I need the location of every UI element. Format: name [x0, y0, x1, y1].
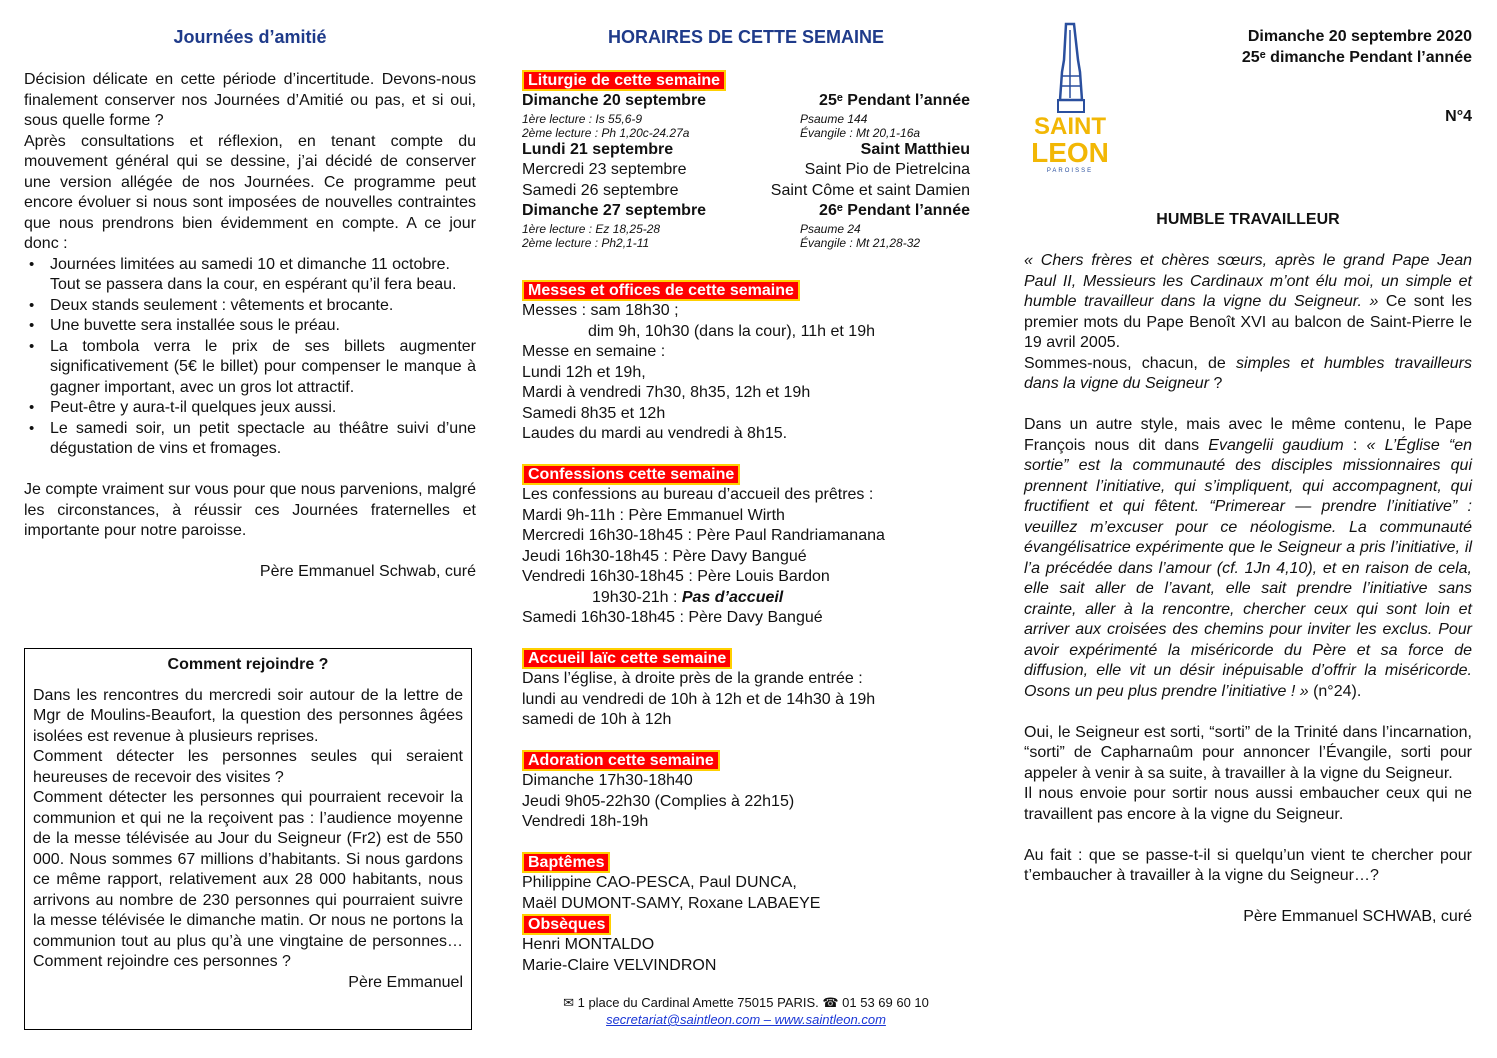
spire-shape — [1060, 24, 1082, 100]
article-quote: « L’Église “en sortie” est la communauté des disciples missionnaires qui prennent l’initiative, qui s’impliquent, qui accompagnent, qui fructifient et qui fêtent. “Primerear — prendre l’initiative” : veuillez m’excuser pour ce néologisme. La communauté évangélisatrice expérimente que le Seigneur a pris l’initiative, il l’a précédée dans l’amour (cf. 1Jn 4,10), et en raison de cela, elle sait aller de l’avant, elle sait prendre l’initiative sans crainte, aller à la rencontre, chercher ceux qui sont loin et arriver aux croisées des chemins pour inviter les exclus. Pour avoir expérimenté la miséricorde du Père et sa force de diffusion, elle vit un désir inépuisable d’offrir la miséricorde. Osons un peu plus prendre l’initiative ! » — [1024, 436, 1473, 700]
article-text: Dans un autre style, mais avec le même contenu, le Pape François nous dit dans — [1024, 416, 1472, 454]
list-item: • La tombola verra le prix de ses billets augmenter significativement (5€ le billet) pour compenser le manque à gagner important, avec un gros lot attractif. — [24, 337, 476, 399]
contact-footer — [522, 994, 970, 1028]
journees-signature: Père Emmanuel Schwab, curé — [259, 563, 476, 580]
confessions-line: Samedi 16h30-18h45 : Père Davy Bangué — [522, 609, 823, 626]
obseques-line: Marie-Claire VELVINDRON — [522, 956, 717, 974]
liturgie-reading-row — [522, 236, 970, 250]
list-item-extra: Tout se passera dans la cour, en espérant qu’il fera beau. — [50, 276, 457, 293]
adoration-line: Vendredi 18h-19h — [522, 813, 649, 830]
accueil-line: samedi de 10h à 12h — [522, 711, 672, 728]
obseques-heading: Obsèques — [522, 914, 611, 935]
article-p6: Au fait : que se passe-t-il si quelqu’un vient te chercher pour t’embaucher à travailler à la vigne du Seigneur…? — [1024, 846, 1472, 884]
liturgie-section — [522, 70, 970, 250]
liturgie-heading: Liturgie de cette semaine — [522, 70, 726, 91]
article-ref: (n°24). — [1313, 682, 1362, 700]
liturgie-day: Dimanche 27 septembre — [522, 202, 707, 219]
contact-links[interactable]: secretariat@saintleon.com – www.saintleon.com — [606, 1012, 886, 1027]
reading-label: 2ème lecture : Ph 1,20c-24.27a — [522, 125, 690, 140]
baptemes-line: Philippine CAO-PESCA, Paul DUNCA, — [522, 874, 797, 891]
article-p4: Oui, le Seigneur est sorti, “sorti” de la Trinité dans l’incarnation, “sorti” de Capharnaûm pour annoncer l’Évangile, sorti pour appeler à venir à sa suite, à travailler à la vigne du Seigneur. — [1024, 723, 1472, 782]
messes-line: Mardi à vendredi 7h30, 8h35, 12h et 19h — [522, 384, 811, 401]
accueil-section — [522, 648, 970, 731]
article-p1 — [1024, 251, 1472, 354]
baptemes-heading: Baptêmes — [522, 852, 610, 873]
liturgie-row — [522, 181, 970, 202]
liturgie-day: Mercredi 23 septembre — [522, 161, 687, 178]
adoration-line: Jeudi 9h05-22h30 (Complies à 22h15) — [522, 792, 795, 810]
confessions-heading: Confessions cette semaine — [522, 464, 740, 485]
confessions-line: Vendredi 16h30-18h45 : Père Louis Bardon — [522, 568, 830, 585]
article-book: Evangelii gaudium — [1208, 436, 1344, 454]
confessions-line — [522, 588, 970, 609]
messes-heading: Messes et offices de cette semaine — [522, 280, 800, 301]
article-emphasis: simples et humbles travailleurs dans la vigne du Seigneur — [1024, 354, 1473, 392]
list-item-text: Journées limitées au samedi 10 et dimanche 11 octobre. — [50, 255, 450, 273]
list-item: • Une buvette sera installée sous le préau. — [24, 316, 476, 337]
article-text: ? — [1209, 375, 1223, 392]
issue-sunday: 25ᵉ dimanche Pendant l’année — [1241, 48, 1472, 66]
logo-word-paroisse: PAROISSE — [1046, 168, 1094, 174]
saint-leon-logo — [1026, 20, 1116, 180]
church-tower-icon — [1026, 20, 1116, 180]
accueil-line: Dans l’église, à droite près de la grande entrée : — [522, 670, 863, 687]
liturgie-day: Samedi 26 septembre — [522, 181, 679, 199]
messes-line: Samedi 8h35 et 12h — [522, 404, 666, 422]
confessions-time: 19h30-21h : — [592, 588, 678, 606]
horaires-title: HORAIRES DE CETTE SEMAINE — [607, 27, 885, 47]
messes-line: dim 9h, 10h30 (dans la cour), 11h et 19h — [588, 322, 875, 340]
messes-line: Messe en semaine : — [522, 343, 666, 360]
reading-label: Psaume 24 — [800, 221, 861, 236]
liturgie-row — [522, 201, 970, 222]
messes-line: Lundi 12h et 19h, — [522, 363, 646, 381]
baptemes-section — [522, 852, 970, 976]
messes-line: Messes : sam 18h30 ; — [522, 302, 679, 319]
journees-intro: Décision délicate en cette période d’incertitude. Devons-nous finalement conserver nos Journées d’Amitié ou pas, et si oui, sous quelle forme ? — [24, 71, 476, 129]
article-p5: Il nous envoie pour sortir nous aussi embaucher ceux qui ne travaillent pas encore à la vigne du Seigneur. — [1024, 785, 1472, 823]
liturgie-row — [522, 91, 970, 112]
journees-closing: Je compte vraiment sur vous pour que nous parvenions, malgré les circonstances, à réussir ces Journées fraternelles et importante pour notre paroisse. — [24, 481, 476, 539]
reading-label: 1ère lecture : Ez 18,25-28 — [522, 221, 661, 236]
liturgie-day: Dimanche 20 septembre — [522, 92, 707, 109]
liturgie-feast: Saint Matthieu — [860, 140, 970, 158]
liturgie-feast: 26ᵉ Pendant l’année — [819, 202, 970, 219]
rejoindre-signature: Père Emmanuel — [348, 973, 463, 991]
confessions-line: Mardi 9h-11h : Père Emmanuel Wirth — [522, 506, 785, 524]
liturgie-feast: Saint Côme et saint Damien — [770, 181, 970, 199]
confessions-note: Pas d’accueil — [681, 588, 784, 606]
journees-para: Après consultations et réflexion, en tenant compte du mouvement général qui se dessine, j’ai décidé de conserver une version allégée de nos Journées. Ce programme peut encore évoluer si nous sont imposées de nouvelles contraintes que nous prendrons bien évidemment en compte. A ce jour donc : — [24, 132, 476, 252]
liturgie-row — [522, 140, 970, 161]
article-p2 — [1024, 354, 1472, 395]
messes-section — [522, 280, 970, 445]
article-quote: « Chers frères et chères sœurs, après le grand Pape Jean Paul II, Messieurs les Cardinaux m’ont élu moi, un simple et humble travailleur dans la vigne du Seigneur. » — [1024, 252, 1472, 310]
obseques-line: Henri MONTALDO — [522, 936, 655, 953]
journees-title: Journées d’amitié — [173, 27, 327, 47]
reading-label: Évangile : Mt 21,28-32 — [800, 235, 921, 250]
adoration-heading: Adoration cette semaine — [522, 750, 720, 771]
rejoindre-p1: Dans les rencontres du mercredi soir autour de la lettre de Mgr de Moulins-Beaufort, la question des personnes âgées isolées est revenue à plusieurs reprises. — [33, 686, 463, 745]
rejoindre-box — [24, 648, 472, 1030]
list-item: • Le samedi soir, un petit spectacle au théâtre suivi d’une dégustation de vins et fromages. — [24, 419, 476, 460]
journees-list — [24, 255, 476, 460]
liturgie-reading-row — [522, 222, 970, 236]
confessions-section — [522, 464, 970, 629]
reading-label: Psaume 144 — [800, 111, 868, 126]
issue-date-block — [1242, 27, 1472, 68]
article-title: HUMBLE TRAVAILLEUR — [1156, 211, 1340, 228]
rejoindre-p2: Comment détecter les personnes seules qui seraient heureuses de recevoir des visites ? — [33, 748, 463, 786]
liturgie-feast: Saint Pio de Pietrelcina — [804, 161, 970, 178]
messes-line: Laudes du mardi au vendredi à 8h15. — [522, 425, 788, 442]
confessions-line: Jeudi 16h30-18h45 : Père Davy Bangué — [522, 547, 807, 565]
accueil-line: lundi au vendredi de 10h à 12h et de 14h30 à 19h — [522, 690, 876, 708]
article-text: : — [1343, 436, 1367, 454]
adoration-section — [522, 750, 970, 833]
liturgie-reading-row — [522, 112, 970, 126]
article-signature: Père Emmanuel SCHWAB, curé — [1243, 908, 1472, 925]
liturgie-feast: 25ᵉ Pendant l’année — [819, 92, 970, 109]
tower-base — [1058, 100, 1084, 112]
article-text: Ce sont les premier mots du Pape Benoît XVI au balcon de Saint-Pierre le 19 avril 2005. — [1024, 293, 1472, 351]
journees-body — [24, 70, 476, 583]
list-item: • Peut-être y aura-t-il quelques jeux aussi. — [24, 398, 476, 419]
liturgie-row — [522, 160, 970, 181]
reading-label: Évangile : Mt 20,1-16a — [800, 125, 921, 140]
rejoindre-title: Comment rejoindre ? — [167, 656, 329, 673]
article-p3 — [1024, 415, 1472, 702]
issue-number: N°4 — [1445, 108, 1472, 125]
contact-address: ✉ 1 place du Cardinal Amette 75015 PARIS. ☎ 01 53 69 60 10 — [563, 995, 929, 1010]
confessions-line: Les confessions au bureau d’accueil des prêtres : — [522, 486, 874, 503]
issue-date: Dimanche 20 septembre 2020 — [1247, 28, 1472, 45]
list-item — [24, 255, 476, 296]
logo-word-saint: SAINT — [1034, 113, 1106, 140]
confessions-line: Mercredi 16h30-18h45 : Père Paul Randriamanana — [522, 527, 885, 544]
article-body — [1024, 251, 1472, 928]
reading-label: 2ème lecture : Ph2,1-11 — [522, 235, 650, 250]
list-item: • Deux stands seulement : vêtements et brocante. — [24, 296, 476, 317]
liturgie-day: Lundi 21 septembre — [522, 140, 674, 158]
liturgie-reading-row — [522, 126, 970, 140]
rejoindre-p3: Comment détecter les personnes qui pourraient recevoir la communion et qui ne la reçoivent pas : l’audience moyenne de la messe télévisée au Jour du Seigneur (Fr2) est de 550 000. Nous sommes 67 millions d’habitants. Si nous gardons ce même rapport, relativement aux 28 000 habitants, nous arrivons au nombre de 230 personnes qui pourraient suivre la messe télévisée le dimanche matin. Or nous ne portons la communion tout au plus qu’à une vingtaine de personnes… Comment rejoindre ces personnes ? — [33, 789, 463, 970]
article-text: Sommes-nous, chacun, de — [1024, 354, 1237, 372]
logo-word-leon: LEON — [1031, 137, 1109, 168]
reading-label: 1ère lecture : Is 55,6-9 — [522, 111, 643, 126]
accueil-heading: Accueil laïc cette semaine — [522, 648, 732, 669]
adoration-line: Dimanche 17h30-18h40 — [522, 772, 693, 789]
baptemes-line: Maël DUMONT-SAMY, Roxane LABAEYE — [522, 894, 821, 912]
